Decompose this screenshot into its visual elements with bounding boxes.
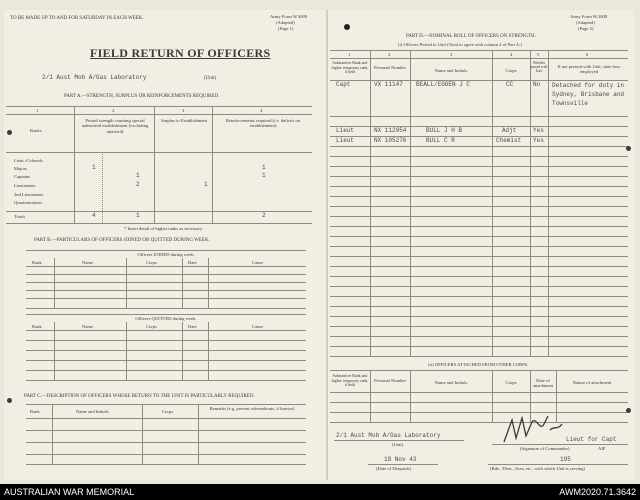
totals-label: Totals bbox=[14, 214, 26, 219]
rank-2nd-lieutenants: 2nd Lieutenants bbox=[14, 192, 44, 197]
d-col-2: 2 bbox=[388, 52, 391, 57]
quitted-col-date: Date bbox=[188, 324, 197, 329]
left-page bbox=[4, 10, 326, 480]
part-c-heading: PART C.—DESCRIPTION OF OFFICERS WHOSE RETURN TO THE UNIT IS PARTICULARLY REQUIRED. bbox=[24, 394, 255, 399]
row2-number: NX 112054 bbox=[374, 127, 407, 134]
lieutenants-posted: 2 bbox=[136, 181, 140, 188]
part-c-col-name: Name and Initials bbox=[76, 409, 109, 414]
d-col-1: 1 bbox=[348, 52, 351, 57]
row2-name: BULL J H B bbox=[426, 127, 463, 134]
d-title-rank: Substantive Rank and higher temporary rank, if held bbox=[331, 60, 369, 75]
col-reinf-title: Reinforcements required (i.e. deficits on establishment) bbox=[225, 118, 301, 129]
rank-captains: Captains bbox=[14, 174, 31, 179]
right-page bbox=[328, 10, 634, 480]
quitted-title: Officers QUITTED during week. bbox=[135, 316, 197, 321]
row2-rank: Lieut bbox=[336, 127, 355, 134]
part-a-footnote: * Insert detail of higher ranks as necessary. bbox=[124, 226, 204, 231]
row1-passed: No bbox=[533, 81, 541, 88]
punch-hole bbox=[7, 130, 12, 135]
aif-label: AIF bbox=[598, 446, 606, 451]
unit-label: (Unit) bbox=[204, 76, 217, 81]
att-title-number: Personal Number bbox=[373, 378, 407, 383]
bde-typed: 195 bbox=[560, 456, 571, 463]
joined-col-name: Name bbox=[82, 260, 93, 265]
unit-typed: 2/1 Aust Mob A/Gas Laboratory bbox=[336, 432, 441, 439]
form-adapted-left: (Adapted) bbox=[276, 20, 295, 25]
majors-reinf: 1 bbox=[262, 164, 266, 171]
row3-rank: Lieut bbox=[336, 137, 355, 144]
signature-label: (Signature of Commander) bbox=[520, 446, 570, 451]
part-c-col-corps: Corps bbox=[162, 409, 173, 414]
form-number-left: Army Form W.3009 bbox=[270, 14, 308, 19]
col-2-number: 2 bbox=[112, 108, 115, 113]
col-1-number: 1 bbox=[36, 108, 39, 113]
d-col-6: 6 bbox=[586, 52, 589, 57]
totals-surplus: 1 bbox=[136, 212, 140, 219]
signature-scribble bbox=[498, 412, 568, 446]
unit-label-right: (Unit) bbox=[392, 442, 404, 447]
joined-col-rank: Rank bbox=[32, 260, 42, 265]
d-col-4: 4 bbox=[510, 52, 513, 57]
date-typed: 18 Nov 43 bbox=[384, 456, 417, 463]
rank-quartermasters: Quartermasters bbox=[14, 200, 43, 205]
archive-id: AWM2020.71.3642 bbox=[559, 487, 636, 497]
col-ranks-title: Ranks bbox=[30, 128, 42, 133]
d-col-5: 5 bbox=[537, 52, 540, 57]
row1-rank: Capt bbox=[336, 81, 351, 88]
punch-hole bbox=[7, 398, 12, 403]
form-page-left: (Page 1) bbox=[278, 26, 294, 31]
joined-col-date: Date bbox=[188, 260, 197, 265]
signer-rank: Lieut for Capt bbox=[566, 436, 617, 443]
quitted-col-corps: Corps bbox=[146, 324, 157, 329]
captains-surplus: 1 bbox=[136, 172, 140, 179]
rank-lieutenants: Lieutenants bbox=[14, 183, 36, 188]
unit-name: 2/1 Aust Mob A/Gas Laboratory bbox=[42, 74, 147, 81]
row1-number: VX 11147 bbox=[374, 81, 403, 88]
part-a-table bbox=[6, 106, 312, 228]
row1-employed: Detached for duty in Sydney, Brisbane and Townsville bbox=[552, 82, 625, 107]
joined-col-corps: Corps bbox=[146, 260, 157, 265]
col-posted-title: Posted strength counting special authorized establishment (excluding attached) bbox=[81, 118, 149, 134]
col-3-number: 3 bbox=[182, 108, 185, 113]
row3-passed: Yes bbox=[533, 137, 544, 144]
part-d-heading: PART D.—NOMINAL ROLL OF OFFICERS ON STRENGTH. bbox=[406, 34, 536, 39]
att-title-rank: Substantive Rank and higher temporary rank, if held bbox=[331, 373, 369, 388]
form-page-right: (Page 2) bbox=[578, 26, 594, 31]
part-b-heading: PART B.—PARTICULARS OF OFFICERS JOINED OR QUITTED DURING WEEK. bbox=[34, 238, 210, 243]
row3-corps: Chemist bbox=[496, 137, 522, 144]
part-c-table bbox=[26, 404, 306, 466]
rank-majors: Majors bbox=[14, 166, 28, 171]
d-col-3: 3 bbox=[450, 52, 453, 57]
att-title-name: Name and Initials bbox=[434, 380, 468, 385]
row1-name: BEALL/EGGEN J C bbox=[416, 81, 471, 88]
d-title-passed: Whether passed with Unit bbox=[530, 61, 548, 74]
d-title-name: Name and Initials bbox=[434, 68, 468, 73]
lieutenants-surplus: 1 bbox=[204, 181, 208, 188]
totals-reinf: 2 bbox=[262, 212, 266, 219]
row3-name: BULL C R bbox=[426, 137, 455, 144]
ink-mark bbox=[344, 24, 350, 30]
quitted-col-name: Name bbox=[82, 324, 93, 329]
quitted-col-cause: Cause bbox=[252, 324, 264, 329]
col-4-number: 4 bbox=[260, 108, 263, 113]
att-title-date: Date of attachment bbox=[532, 378, 554, 389]
row2-corps: Adjt bbox=[502, 127, 517, 134]
joined-table bbox=[26, 250, 306, 310]
form-adapted-right: (Adapted) bbox=[576, 20, 595, 25]
att-title-corps: Corps bbox=[505, 380, 517, 385]
joined-title: Officers JOINED during week. bbox=[137, 252, 195, 257]
part-c-col-remarks: Remarks (e.g. present whereabouts, if known) bbox=[209, 406, 295, 411]
row1-corps: CC bbox=[506, 81, 514, 88]
part-a-heading: PART A.—STRENGTH, SURPLUS OR REINFORCEMENTS REQUIRED. bbox=[64, 94, 220, 99]
punch-hole bbox=[626, 146, 631, 151]
attached-heading: (ii) OFFICERS ATTACHED FROM OTHER CORPS. bbox=[428, 362, 529, 367]
att-title-nature: Nature of attachment bbox=[572, 380, 612, 385]
totals-posted: 4 bbox=[92, 212, 96, 219]
captains-reinf: 1 bbox=[262, 172, 266, 179]
d-title-corps: Corps bbox=[505, 68, 517, 73]
attached-table bbox=[330, 370, 628, 424]
punch-hole bbox=[626, 408, 631, 413]
col-surplus-title: Surplus to Establishment bbox=[161, 118, 207, 123]
rank-lt-col: Lieut.-Colonels bbox=[14, 158, 43, 163]
row2-passed: Yes bbox=[533, 127, 544, 134]
nominal-roll-table bbox=[330, 50, 628, 360]
date-label: (Date of Despatch) bbox=[376, 466, 411, 471]
row3-number: NX 105276 bbox=[374, 137, 407, 144]
joined-col-cause: Cause bbox=[252, 260, 264, 265]
part-c-col-rank: Rank bbox=[30, 409, 40, 414]
form-title: FIELD RETURN OF OFFICERS bbox=[90, 46, 271, 60]
part-d-subheading: (i) Officers Posted to Unit (Total to agree with column 2 of Part A.) bbox=[398, 42, 522, 47]
top-note: TO BE MADE UP TO AND FOR SATURDAY IN EACH WEEK. bbox=[10, 16, 144, 21]
archive-footer bbox=[0, 484, 640, 500]
form-number-right: Army Form W.3008 bbox=[570, 14, 608, 19]
archive-name: AUSTRALIAN WAR MEMORIAL bbox=[4, 487, 135, 497]
bde-label: (Bde., Divn., Area, etc., with which Unit is serving) bbox=[490, 466, 586, 471]
majors-posted: 1 bbox=[92, 164, 96, 171]
quitted-col-rank: Rank bbox=[32, 324, 42, 329]
d-title-employed: If not present with Unit, state how employed bbox=[557, 64, 621, 75]
d-title-number: Personal Number bbox=[373, 65, 407, 70]
quitted-table bbox=[26, 314, 306, 382]
